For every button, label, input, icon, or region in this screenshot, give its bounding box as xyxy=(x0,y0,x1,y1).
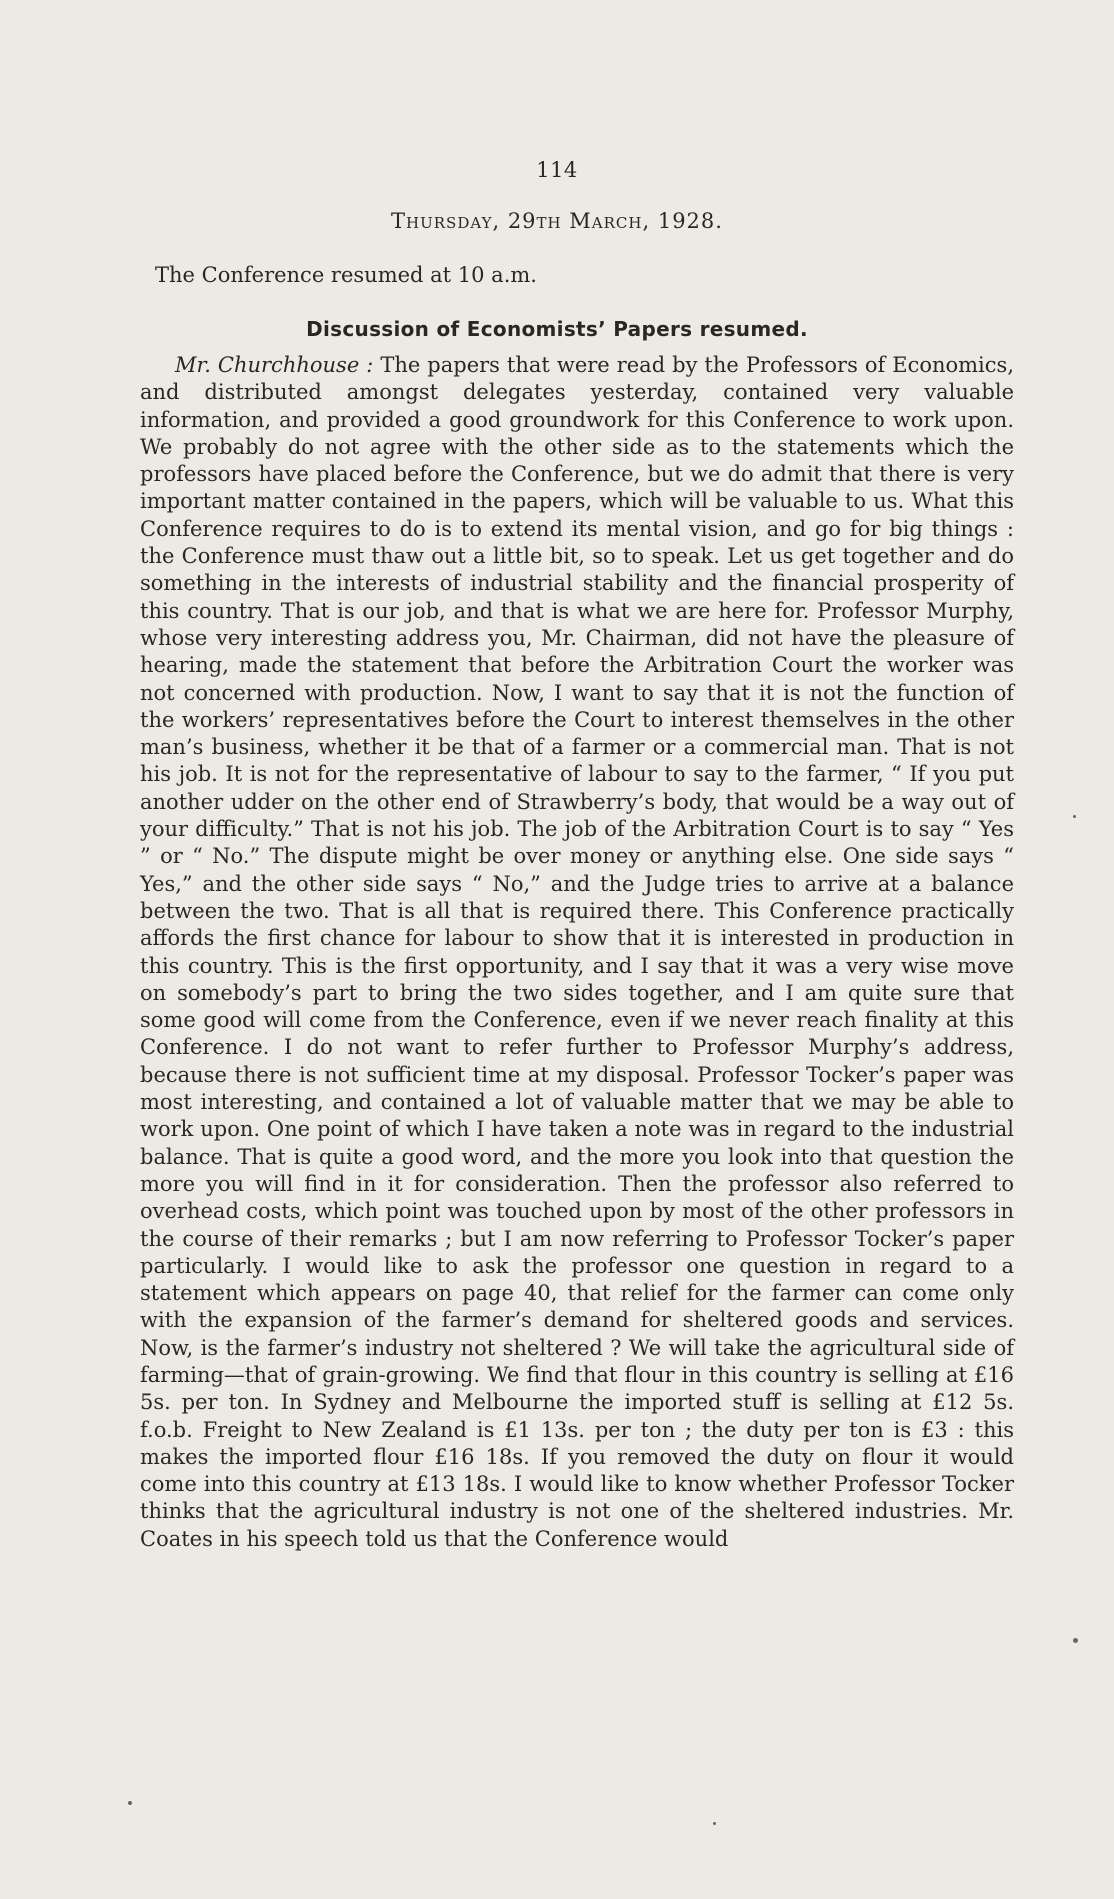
paper-speck xyxy=(128,1801,132,1805)
paper-speck xyxy=(713,1822,716,1825)
paragraph-text: The papers that were read by the Professors of Economics, and distributed amongst delegates yesterday, contained very valuable information, and provided a good groundwork for this Conference to work upon. We probably do not agree with the other side as to the statements which the professors have placed before the Conference, but we do admit that there is very important matter contained in the papers, which will be valuable to us. What this Conference requires to do is to extend its mental vision, and go for big things : the Conference must thaw out a little bit, so to speak. Let us get together and do something in the interests of industrial stability and the financial prosperity of this country. That is our job, and that is what we are here for. Professor Murphy, whose very interesting address you, Mr. Chairman, did not have the pleasure of hearing, made the statement that before the Arbitration Court the worker was not concerned with production. Now, I want to say that it is not the function of the workers’ representatives before the Court to interest themselves in the other man’s business, whether it be that of a farmer or a commercial man. That is not his job. It is not for the representative of labour to say to the farmer, “ If you put another udder on the other end of Strawberry’s body, that would be a way out of your difficulty.” That is not his job. The job of the Arbitration Court is to say “ Yes ” or “ No.” The dispute might be over money or anything else. One side says “ Yes,” and the other side says “ No,” and the Judge tries to arrive at a balance between the two. That is all that is required there. This Conference practically affords the first chance for labour to show that it is interested in production in this country. This is the first opportunity, and I say that it was a very wise move on somebody’s part to bring the two sides together, and I am quite sure that some good will come from the Conference, even if we never reach finality at this Conference. I do not want to refer further to Professor Murphy’s address, because there is not sufficient time at my disposal. Professor Tocker’s paper was most interesting, and contained a lot of valuable matter that we may be able to work upon. One point of which I have taken a note was in regard to the industrial balance. That is quite a good word, and the more you look into that question the more you will find in it for consideration. Then the professor also referred to overhead costs, which point was touched upon by most of the other professors in the course of their remarks ; but I am now referring to Professor Tocker’s paper particularly. I would like to ask the professor one question in regard to a statement which appears on page 40, that relief for the farmer can come only with the expansion of the farmer’s demand for sheltered goods and services. Now, is the farmer’s industry not sheltered ? We will take the agricultural side of farming—that of grain-growing. We find that flour in this country is selling at £16 5s. per ton. In Sydney and Melbourne the imported stuff is selling at £12 5s. f.o.b. Freight to New Zealand is £1 13s. per ton ; the duty per ton is £3 : this makes the imported flour £16 18s. If you removed the duty on flour it would come into this country at £13 18s. I would like to know whether Professor Tocker thinks that the agricultural industry is not one of the sheltered industries. Mr. Coates in his speech told us that the Conference would xyxy=(140,353,1014,1551)
paper-speck xyxy=(1073,1638,1078,1643)
speaker-name: Mr. Churchhouse : xyxy=(175,353,374,377)
page-number: 114 xyxy=(536,158,578,182)
resumed-statement: The Conference resumed at 10 a.m. xyxy=(155,263,537,287)
section-title: Discussion of Economists’ Papers resumed. xyxy=(306,317,808,341)
paper-speck xyxy=(1073,815,1076,818)
body-paragraph xyxy=(140,352,1014,1553)
date-heading: Thursday, 29th March, 1928. xyxy=(391,209,723,233)
